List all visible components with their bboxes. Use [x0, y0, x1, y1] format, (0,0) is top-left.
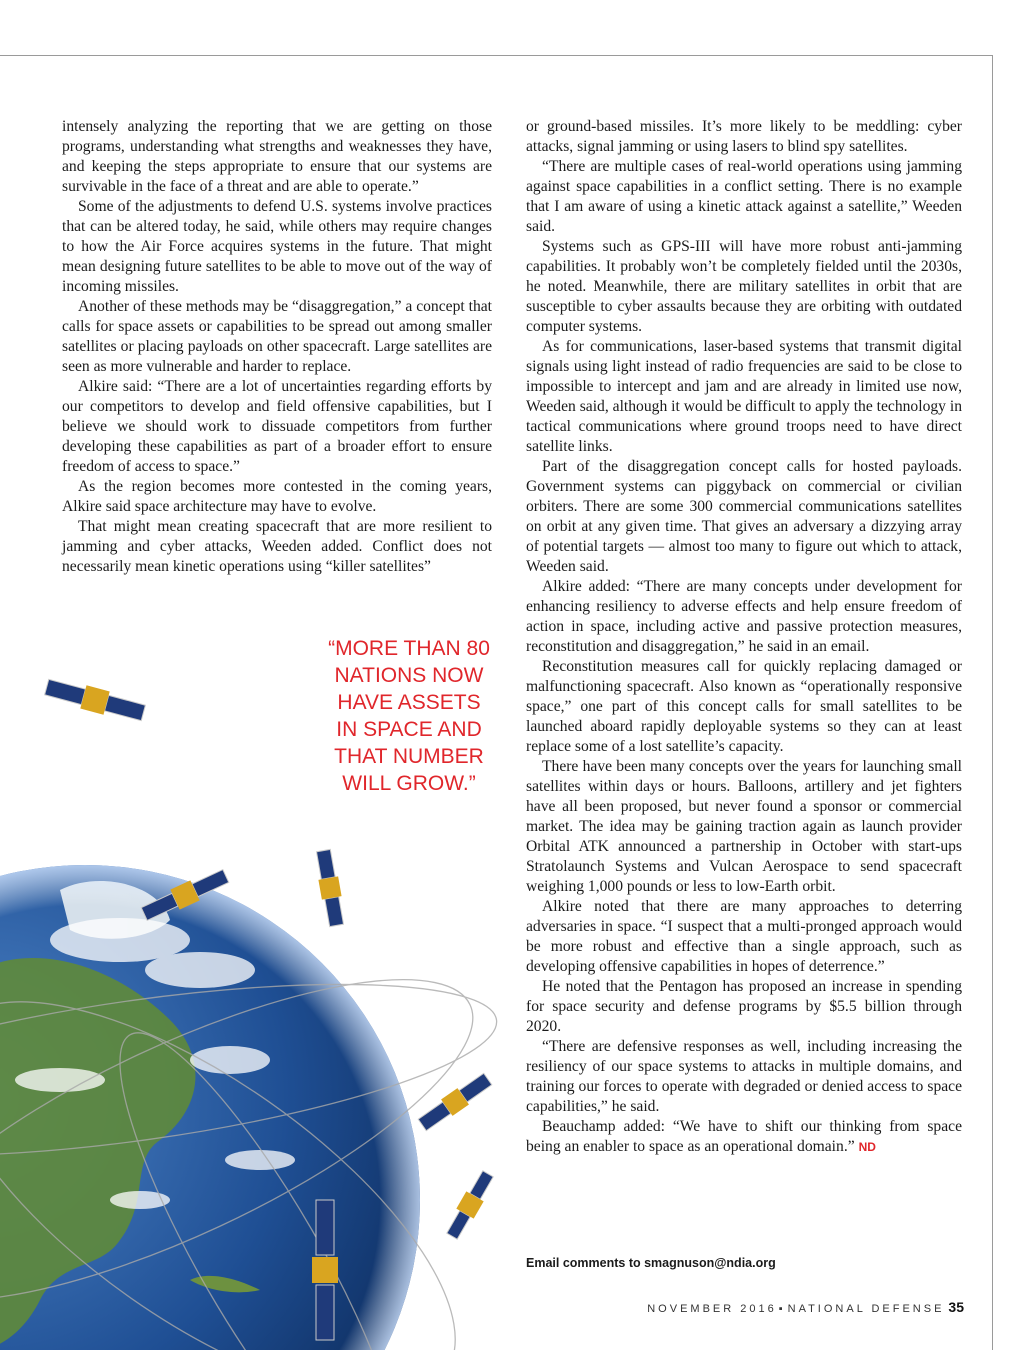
paragraph: As for communications, laser-based systems that transmit digital signals using light instead of radio frequencies are said to be close to impossible to intercept and jam and are already in limited use now, Weeden said, although it would be difficult to apply the technology in tactical communications where ground troops need to have direct satellite links.	[526, 338, 962, 455]
paragraph: Part of the disaggregation concept calls for hosted payloads. Government systems can piggyback on commercial or civilian orbiters. There are some 300 commercial communications satellites on orbit at any given time. That gives an adversary a dizzying array of potential targets — almost too many to figure out which to attack, Weeden said.	[526, 458, 962, 575]
page-frame-top-rule	[0, 55, 992, 56]
email-comments-line: Email comments to smagnuson@ndia.org	[526, 1256, 776, 1270]
page-footer	[647, 1299, 964, 1315]
footer-separator: ▪	[778, 1303, 783, 1315]
satellite	[314, 849, 347, 927]
paragraph: That might mean creating spacecraft that are more resilient to jamming and cyber attacks, Weeden added. Conflict does not necessarily mean kinetic operations using “killer satellites”	[62, 518, 492, 575]
page-number: 35	[948, 1299, 964, 1315]
page-frame-right-rule	[992, 55, 993, 1350]
paragraph: Alkire added: “There are many concepts under development for enhancing resiliency to adverse effects and help ensure freedom of action in space, including active and passive protection measures, reconstitution and disaggregation,” he said in an email.	[526, 578, 962, 655]
atmosphere-haze	[0, 865, 420, 1350]
paragraph: intensely analyzing the reporting that we are getting on those programs, understanding what strengths and weaknesses they have, and keeping the steps appropriate to ensure that our systems are survivable in the face of a threat and are able to operate.”	[62, 118, 492, 195]
paragraph: Systems such as GPS-III will have more robust anti-jamming capabilities. It probably won’t be completely fielded until the 2030s, he noted. Meanwhile, there are military satellites in orbit that are susceptible to cyber assaults because they are orbiting with outdated computer systems.	[526, 238, 962, 335]
paragraph: “There are defensive responses as well, including increasing the resiliency of our space systems to attacks in multiple domains, and training our forces to operate with degraded or denied access to space capabilities,” he said.	[526, 1038, 962, 1115]
paragraph-text: Beauchamp added: “We have to shift our thinking from space being an enabler to space as an operational domain.”	[526, 1118, 962, 1155]
satellite	[416, 1071, 493, 1133]
paragraph: or ground-based missiles. It’s more likely to be meddling: cyber attacks, signal jamming or using lasers to blind spy satellites.	[526, 118, 962, 155]
paragraph: Alkire said: “There are a lot of uncertainties regarding efforts by our competitors to develop and field offensive capabilities, but I believe we should work to dissuade competitors from further developing these capabilities as part of a broader effort to ensure freedom of access to space.”	[62, 378, 492, 475]
end-mark: ND	[858, 1140, 876, 1154]
paragraph-final	[526, 1117, 962, 1157]
satellite	[44, 675, 147, 724]
footer-issue: NOVEMBER 2016	[647, 1303, 777, 1315]
paragraph: Some of the adjustments to defend U.S. systems involve practices that can be altered today, he said, while others may require changes to how the Air Force acquires systems in the future. That might mean designing future satellites to be able to move out of the way of incoming missiles.	[62, 198, 492, 295]
pull-quote: “MORE THAN 80 NATIONS NOW HAVE ASSETS IN SPACE AND THAT NUMBER WILL GROW.”	[328, 637, 490, 795]
paragraph: There have been many concepts over the years for launching small satellites within days or hours. Balloons, artillery and jet fighters have all been proposed, but never found a sponsor or commercial market. The idea may be gaining traction again as launch provider Orbital ATK announced a partnership in October with start-ups Stratolaunch Systems and Vulcan Aerospace to send spacecraft weighing 1,000 pounds or less to low-Earth orbit.	[526, 758, 962, 895]
paragraph: Alkire noted that there are many approaches to deterring adversaries in space. “I suspect that a multi-pronged approach would be more robust and effective than a single approach, such as developing offensive capabilities in hopes of deterrence.”	[526, 898, 962, 975]
paragraph: He noted that the Pentagon has proposed an increase in spending for space security and defense programs by $5.5 billion through 2020.	[526, 978, 962, 1035]
paragraph: Reconstitution measures call for quickly replacing damaged or malfunctioning spacecraft. Also known as “operationally responsive space,” one part of this concept calls for small satellites to be launched aboard rapidly deployable systems so they can at least replace some of a lost satellite’s capacity.	[526, 658, 962, 755]
footer-publication: NATIONAL DEFENSE	[787, 1303, 945, 1315]
article-column-left	[62, 117, 492, 577]
article-column-right	[526, 117, 962, 1157]
satellite	[443, 1169, 496, 1241]
satellite	[312, 1200, 338, 1340]
paragraph: As the region becomes more contested in the coming years, Alkire said space architecture may have to evolve.	[62, 478, 492, 515]
paragraph: “There are multiple cases of real-world operations using jamming against space capabilities in a conflict setting. There is no example that I am aware of using a kinetic attack against a satellite,” Weeden said.	[526, 158, 962, 235]
paragraph: Another of these methods may be “disaggregation,” a concept that calls for space assets or capabilities to be spread out among smaller satellites or placing payloads on other spacecraft. Large satellites are seen as more vulnerable and harder to replace.	[62, 298, 492, 375]
